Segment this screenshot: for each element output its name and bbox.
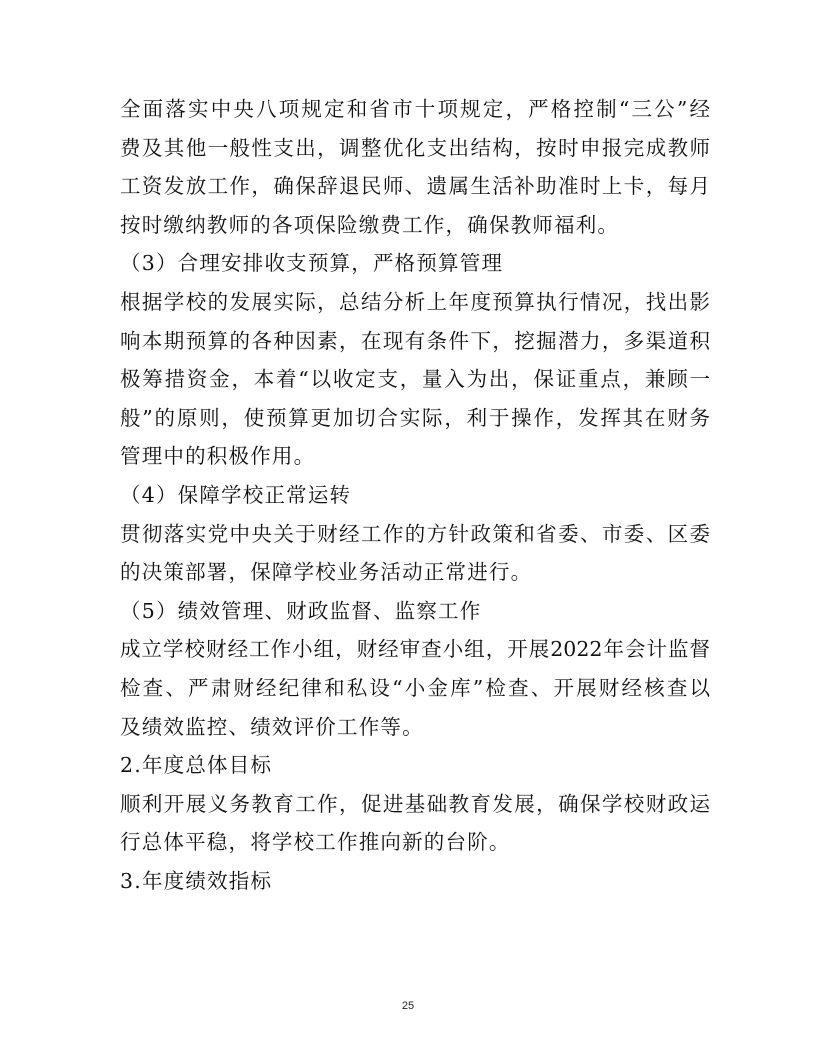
page-number: 25 bbox=[401, 1000, 415, 1012]
paragraph-line: 极筹措资金，本着“以收定支，量入为出，保证重点，兼顾一 bbox=[120, 367, 710, 392]
paragraph-line: 贯彻落实党中央关于财经工作的方针政策和省委、市委、区委 bbox=[120, 521, 710, 546]
section-heading: （4）保障学校正常运转 bbox=[120, 482, 352, 507]
section-heading: （3）合理安排收支预算，严格预算管理 bbox=[120, 251, 504, 276]
section-heading: 3.年度绩效指标 bbox=[120, 868, 273, 893]
paragraph-line: 成立学校财经工作小组，财经审查小组，开展2022年会计监督 bbox=[120, 637, 710, 662]
paragraph-line: 顺利开展义务教育工作，促进基础教育发展，确保学校财政运 bbox=[120, 791, 710, 816]
paragraph-line: 行总体平稳，将学校工作推向新的台阶。 bbox=[120, 830, 511, 855]
paragraph-line: 般”的原则，使预算更加切合实际，利于操作，发挥其在财务 bbox=[120, 405, 710, 430]
paragraph-line: 费及其他一般性支出，调整优化支出结构，按时申报完成教师 bbox=[120, 135, 710, 160]
paragraph-line: 及绩效监控、绩效评价工作等。 bbox=[120, 714, 424, 739]
paragraph-line: 管理中的积极作用。 bbox=[120, 444, 316, 469]
paragraph-line: 响本期预算的各种因素，在现有条件下，挖掘潜力，多渠道积 bbox=[120, 328, 710, 353]
paragraph-line: 检查、严肃财经纪律和私设“小金库”检查、开展财经核查以 bbox=[120, 675, 710, 700]
document-body bbox=[120, 90, 710, 900]
paragraph-line: 全面落实中央八项规定和省市十项规定，严格控制“三公”经 bbox=[120, 97, 710, 121]
paragraph-line: 工资发放工作，确保辞退民师、遗属生活补助准时上卡，每月 bbox=[120, 174, 710, 199]
section-heading: 2.年度总体目标 bbox=[120, 753, 273, 778]
paragraph-line: 按时缴纳教师的各项保险缴费工作，确保教师福利。 bbox=[120, 212, 620, 237]
section-heading: （5）绩效管理、财政监督、监察工作 bbox=[120, 598, 482, 623]
paragraph-line: 根据学校的发展实际，总结分析上年度预算执行情况，找出影 bbox=[120, 289, 710, 314]
paragraph-line: 的决策部署，保障学校业务活动正常进行。 bbox=[120, 560, 533, 585]
